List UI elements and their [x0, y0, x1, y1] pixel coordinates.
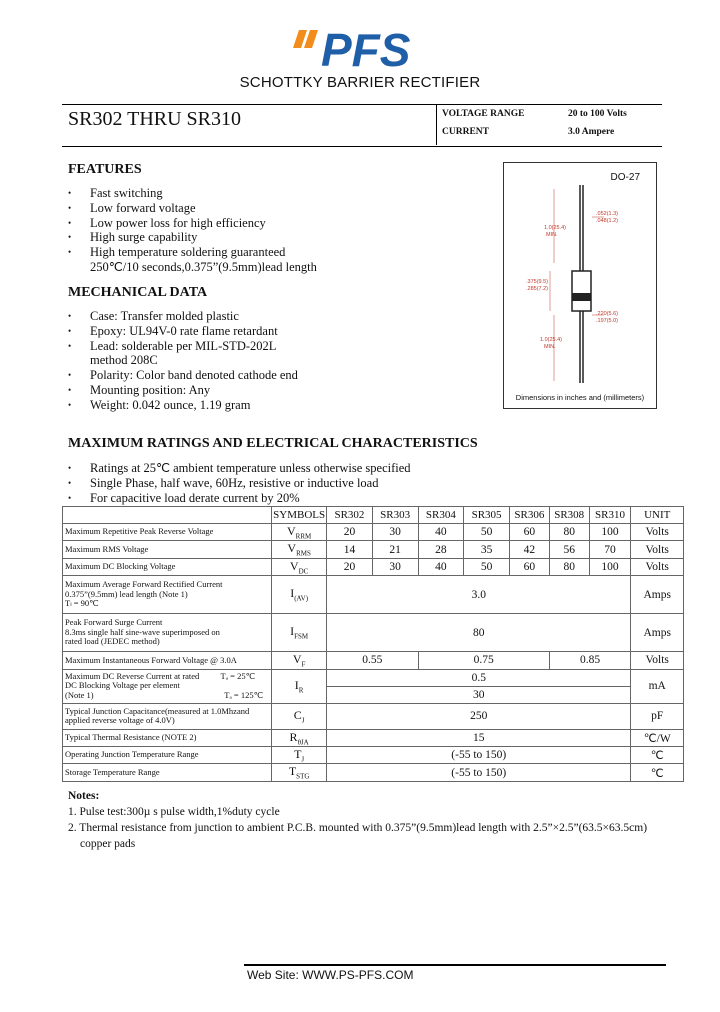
value-cell: 80 [549, 558, 589, 575]
diode-body [572, 271, 591, 311]
param-cell: Operating Junction Temperature Range [63, 746, 272, 763]
value-cell: 30 [327, 686, 631, 703]
header-cell: SR303 [372, 507, 418, 524]
ratings-note: • Ratings at 25℃ ambient temperature unless otherwise specified [68, 461, 411, 476]
part-number-title: SR302 THRU SR310 [68, 108, 242, 130]
package-name: DO-27 [610, 172, 640, 183]
param-cell: Typical Thermal Resistance (NOTE 2) [63, 729, 272, 746]
unit-cell: Volts [631, 541, 684, 558]
mechanical-item: • Lead: solderable per MIL-STD-202L [68, 339, 298, 354]
symbol-cell: $I_{FSM}$ [272, 614, 327, 652]
value-cell: 56 [549, 541, 589, 558]
logo-stripes [293, 30, 318, 48]
value-cell: 15 [327, 729, 631, 746]
value-cell: 0.75 [418, 652, 549, 669]
features-list [68, 186, 317, 275]
value-cell: 50 [464, 524, 510, 541]
ratings-note: • For capacitive load derate current by 20% [68, 491, 411, 506]
value-cell: 35 [464, 541, 510, 558]
pfs-logo [285, 26, 465, 72]
table-header-row [63, 507, 684, 524]
symbol-cell: $V_{DC}$ [272, 558, 327, 575]
symbol-cell: $T_{STG}$ [272, 764, 327, 781]
unit-cell: mA [631, 669, 684, 703]
features-heading: FEATURES [68, 162, 142, 177]
voltage-range-value: 20 to 100 Volts [568, 109, 627, 119]
value-cell: 0.55 [327, 652, 418, 669]
ratings-notes [68, 461, 411, 505]
cathode-band [572, 293, 591, 301]
header-cell: SR310 [589, 507, 631, 524]
mechanical-item: • Epoxy: UL94V-0 rate flame retardant [68, 324, 298, 339]
value-cell: 60 [509, 558, 549, 575]
value-cell: 42 [509, 541, 549, 558]
symbol-cell: $V_{RRM}$ [272, 524, 327, 541]
param-cell: Storage Temperature Range [63, 764, 272, 781]
notes-block [68, 788, 647, 852]
value-cell: 20 [327, 558, 373, 575]
symbol-cell: $C_J$ [272, 703, 327, 729]
value-cell: 30 [372, 558, 418, 575]
footer-divider [244, 964, 666, 966]
mechanical-item: • Case: Transfer molded plastic [68, 309, 298, 324]
header-cell: SR305 [464, 507, 510, 524]
table-row [63, 558, 684, 575]
header-cell [63, 507, 272, 524]
divider [436, 104, 437, 145]
unit-cell: Amps [631, 576, 684, 614]
package-outline-drawing [503, 162, 657, 409]
logo-text: PFS [321, 26, 411, 72]
header-cell: UNIT [631, 507, 684, 524]
header-cell: SR304 [418, 507, 464, 524]
symbol-cell: $T_J$ [272, 746, 327, 763]
table-row [63, 614, 684, 652]
value-cell: 21 [372, 541, 418, 558]
feature-item: • Low power loss for high efficiency [68, 216, 317, 231]
param-cell: Maximum RMS Voltage [63, 541, 272, 558]
dim-label: 1.0(25.4) [544, 225, 567, 231]
param-cell: Maximum Instantaneous Forward Voltage @ 3.0A [63, 652, 272, 669]
value-cell: 50 [464, 558, 510, 575]
value-cell: 250 [327, 703, 631, 729]
value-cell: 80 [549, 524, 589, 541]
value-cell: (-55 to 150) [327, 764, 631, 781]
dim-label: .197(5.0) [596, 318, 619, 324]
header-cell: SR306 [509, 507, 549, 524]
symbol-cell: $V_F$ [272, 652, 327, 669]
table-row [63, 576, 684, 614]
value-cell: 30 [372, 524, 418, 541]
mechanical-list [68, 309, 298, 413]
feature-item: • Fast switching [68, 186, 317, 201]
value-cell: 40 [418, 558, 464, 575]
value-cell: 20 [327, 524, 373, 541]
current-value: 3.0 Ampere [568, 127, 615, 137]
unit-cell: pF [631, 703, 684, 729]
mechanical-item: • Polarity: Color band denoted cathode end [68, 368, 298, 383]
param-cell: Maximum DC Blocking Voltage [63, 558, 272, 575]
header-cell: SR302 [327, 507, 373, 524]
divider [62, 146, 662, 147]
current-label: CURRENT [442, 127, 489, 137]
unit-cell: ℃/W [631, 729, 684, 746]
value-cell: 28 [418, 541, 464, 558]
mechanical-item: • Mounting position: Any [68, 383, 298, 398]
value-cell: (-55 to 150) [327, 746, 631, 763]
dim-label: .220(5.6) [596, 311, 619, 317]
unit-cell: ℃ [631, 764, 684, 781]
unit-cell: ℃ [631, 746, 684, 763]
dim-label: .048(1.2) [596, 218, 619, 224]
ratings-heading: MAXIMUM RATINGS AND ELECTRICAL CHARACTERISTICS [68, 436, 478, 451]
value-cell: 0.85 [549, 652, 631, 669]
document-subtitle: SCHOTTKY BARRIER RECTIFIER [239, 74, 481, 91]
param-cell: Maximum DC Reverse Current at rated DC Blocking Voltage per element (Note 1) Tₐ = 25℃ Tₐ = 125℃ [63, 669, 272, 703]
table-row [63, 541, 684, 558]
param-cell: Maximum Repetitive Peak Reverse Voltage [63, 524, 272, 541]
notes-title: Notes: [68, 790, 100, 802]
param-cell: Maximum Average Forward Rectified Current 0.375”(9.5mm) lead length (Note 1) Tₗ = 90℃ [63, 576, 272, 614]
website-link[interactable]: Web Site: WWW.PS-PFS.COM [247, 968, 414, 982]
feature-item: • Low forward voltage [68, 201, 317, 216]
param-cell: Typical Junction Capacitance(measured at 1.0Mhzand applied reverse voltage of 4.0V) [63, 703, 272, 729]
feature-item-continued: 250℃/10 seconds,0.375”(9.5mm)lead length [90, 259, 317, 274]
symbol-cell: $I_{(AV)}$ [272, 576, 327, 614]
table-row [63, 524, 684, 541]
value-cell: 70 [589, 541, 631, 558]
dim-label: 1.0(25.4) [540, 337, 563, 343]
unit-cell: Volts [631, 558, 684, 575]
table-row [63, 764, 684, 781]
dim-label: .375(9.5) [526, 279, 549, 285]
header-cell: SR308 [549, 507, 589, 524]
unit-cell: Volts [631, 524, 684, 541]
value-cell: 80 [327, 614, 631, 652]
value-cell: 3.0 [327, 576, 631, 614]
feature-item: • High temperature soldering guaranteed [68, 245, 317, 260]
note-1: 1. Pulse test:300µ s pulse width,1%duty cycle [68, 806, 280, 818]
symbol-cell: $I_R$ [272, 669, 327, 703]
feature-item: • High surge capability [68, 230, 317, 245]
note-2: 2. Thermal resistance from junction to ambient P.C.B. mounted with 0.375”(9.5mm)lead length with 2.5”×2.5”(63.5×63.5cm) [68, 822, 648, 834]
voltage-range-label: VOLTAGE RANGE [442, 109, 525, 119]
dim-label: .052(1.3) [596, 211, 619, 217]
value-cell: 14 [327, 541, 373, 558]
dim-label: MIN. [546, 232, 558, 238]
unit-cell: Volts [631, 652, 684, 669]
header-cell: SYMBOLS [272, 507, 327, 524]
mechanical-item: • Weight: 0.042 ounce, 1.19 gram [68, 398, 298, 413]
table-row [63, 652, 684, 669]
dim-label: MIN. [544, 344, 556, 350]
note-2-continued: copper pads [80, 838, 136, 850]
table-row [63, 703, 684, 729]
symbol-cell: $R_{\theta JA}$ [272, 729, 327, 746]
table-row [63, 746, 684, 763]
divider [62, 104, 662, 105]
table-row [63, 729, 684, 746]
mechanical-heading: MECHANICAL DATA [68, 285, 208, 300]
dim-label: .285(7.2) [526, 286, 549, 292]
param-cell: Peak Forward Surge Current 8.3ms single half sine-wave superimposed on rated load (JEDEC method) [63, 614, 272, 652]
ratings-table [62, 506, 684, 782]
value-cell: 100 [589, 524, 631, 541]
symbol-cell: $V_{RMS}$ [272, 541, 327, 558]
table-row [63, 669, 684, 686]
package-dimensions-note: Dimensions in inches and (millimeters) [515, 393, 645, 402]
ratings-note: • Single Phase, half wave, 60Hz, resistive or inductive load [68, 476, 411, 491]
value-cell: 100 [589, 558, 631, 575]
value-cell: 40 [418, 524, 464, 541]
value-cell: 60 [509, 524, 549, 541]
mechanical-item-continued: method 208C [90, 353, 158, 368]
value-cell: 0.5 [327, 669, 631, 686]
unit-cell: Amps [631, 614, 684, 652]
